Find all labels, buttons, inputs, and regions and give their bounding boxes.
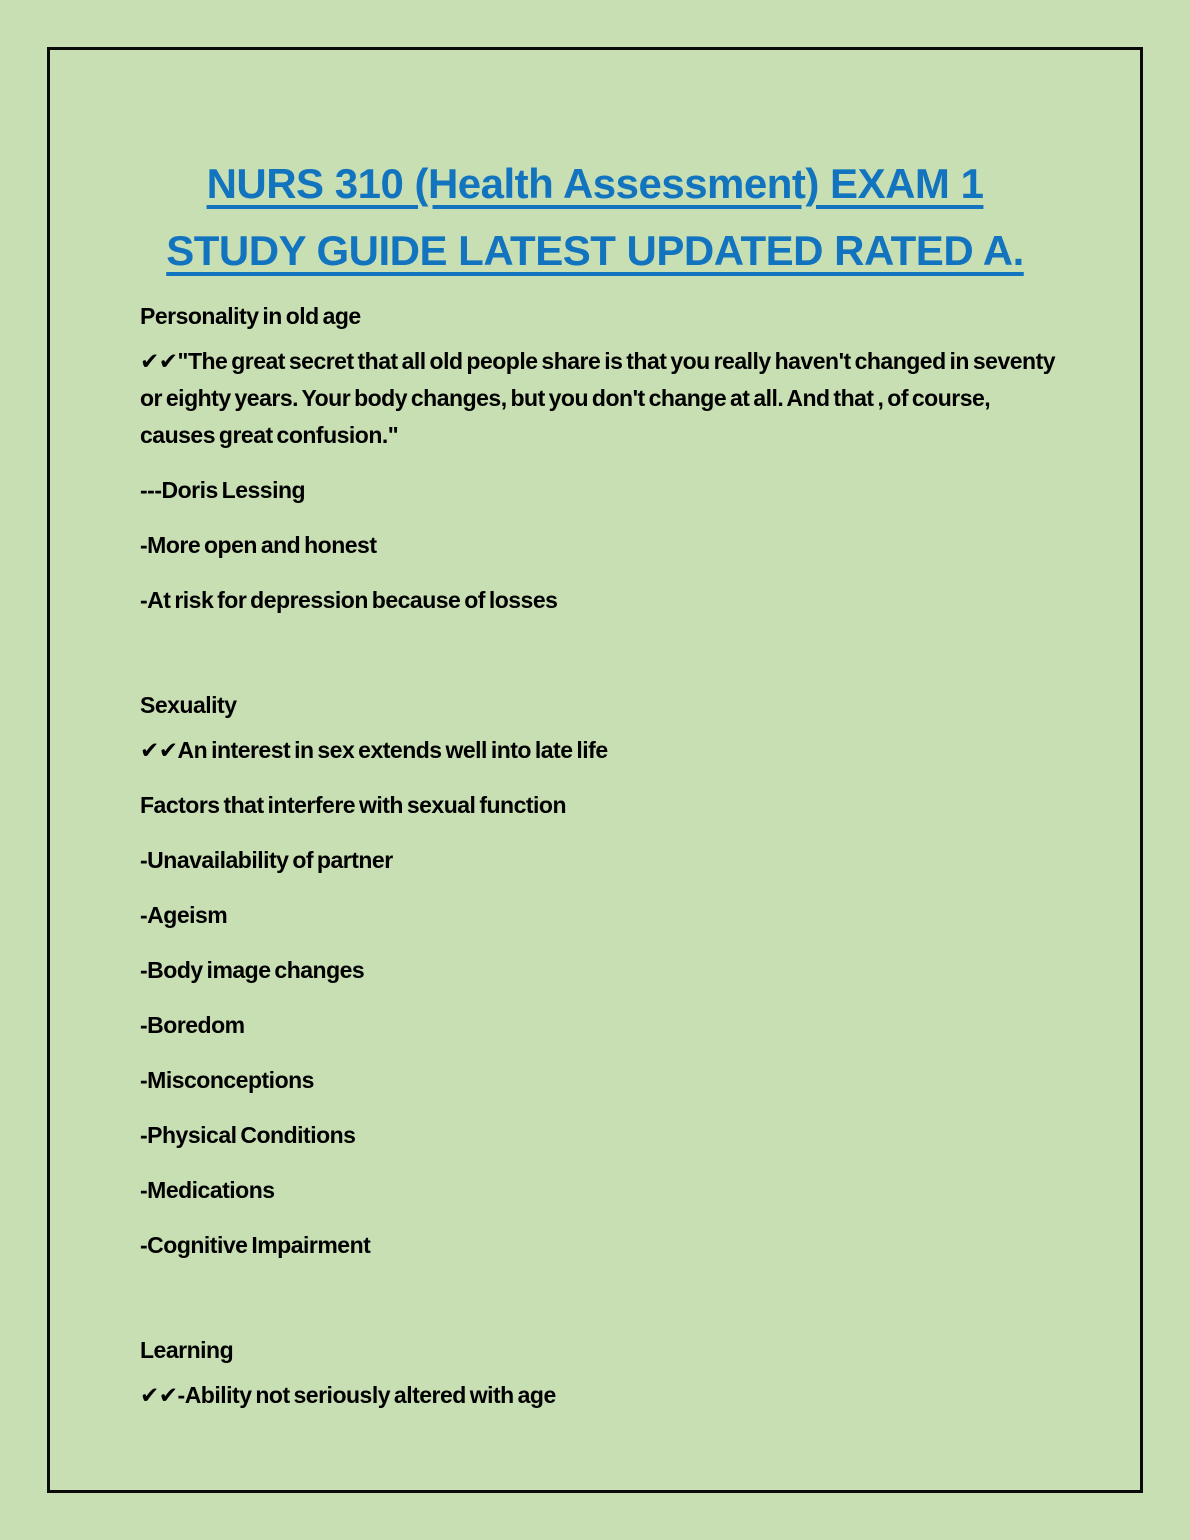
title-row-2 [50,217,1140,284]
title-row-1 [50,150,1140,217]
document-body [140,298,1060,1414]
paragraph: -Boredom [140,1012,245,1038]
paragraph: Factors that interfere with sexual function [140,792,567,818]
paragraph-gap [140,637,1060,687]
section-heading: Personality in old age [140,303,361,329]
section-heading: Sexuality [140,692,237,718]
paragraph: -Medications [140,1177,275,1203]
paragraph: -Body image changes [140,957,365,983]
paragraph: ---Doris Lessing [140,477,306,503]
document-title [50,150,1140,284]
paragraph: -Misconceptions [140,1067,314,1093]
paragraph: -At risk for depression because of losses [140,587,558,613]
paragraph: -Cognitive Impairment [140,1232,371,1258]
paragraph: ✔✔"The great secret that all old people share is that you really haven't changed in seventy or eighty years. Your body changes, but you don't change at all. And that , of course, causes great confusion." [140,348,1056,448]
paragraph: -Physical Conditions [140,1122,356,1148]
document-frame [47,47,1143,1493]
paragraph: -Ageism [140,902,228,928]
paragraph: -More open and honest [140,532,377,558]
paragraph: -Unavailability of partner [140,847,393,873]
paragraph: ✔✔An interest in sex extends well into late life [140,737,608,763]
paragraph-gap [140,1282,1060,1332]
section-heading: Learning [140,1337,234,1363]
paragraph: ✔✔-Ability not seriously altered with age [140,1382,556,1408]
title-line-1: NURS 310 (Health Assessment) EXAM 1 [206,160,984,207]
title-line-2: STUDY GUIDE LATEST UPDATED RATED A. [166,227,1024,274]
